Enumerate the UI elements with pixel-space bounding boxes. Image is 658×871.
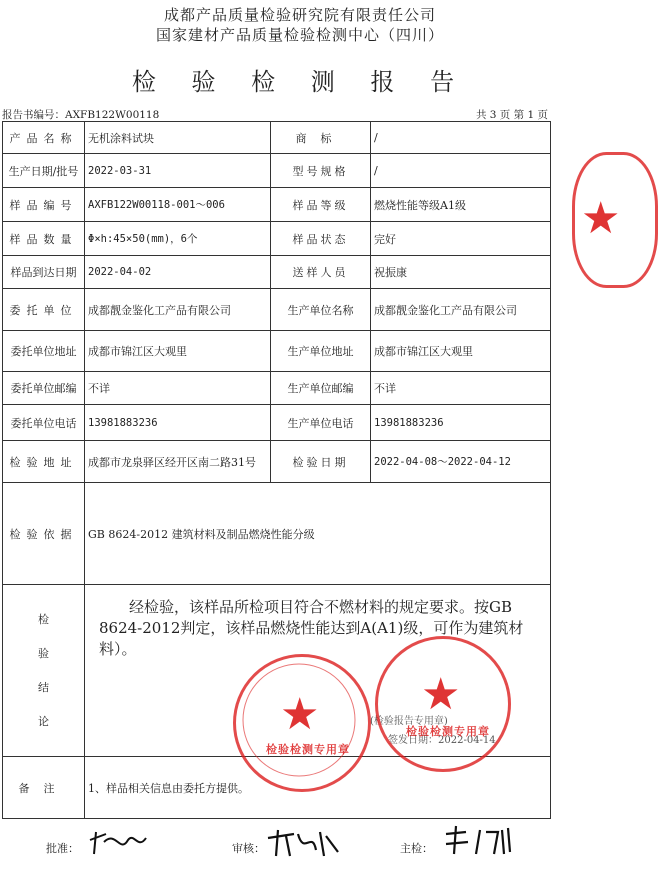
report-title: 检 验 检 测 报 告 [131, 68, 469, 96]
value-trademark: / [371, 122, 551, 154]
value-test-date: 2022-04-08～2022-04-12 [371, 441, 551, 483]
edge-seal [572, 152, 658, 288]
value-sender: 祝振康 [371, 256, 551, 289]
label-basis: 检验依据 [3, 483, 85, 585]
value-client-tel: 13981883236 [85, 405, 271, 441]
edge-seal-star-icon: ★ [581, 193, 621, 244]
org-name-line2: 国家建材产品质量检验检测中心（四川） [155, 26, 444, 44]
right-seal-label: 检验检测专用章 [406, 725, 490, 738]
approve-signature-icon [86, 826, 156, 858]
label-product-name: 产品名称 [3, 122, 85, 154]
left-seal-star-icon: ★ [280, 689, 320, 740]
label-test-site: 检验地址 [3, 441, 85, 483]
review-signature-icon [264, 826, 344, 860]
value-qty: Φ×h:45×50(mm)，6个 [85, 222, 271, 256]
value-client: 成都靓金鉴化工产品有限公司 [85, 289, 271, 331]
label-prod-date: 生产日期/批号 [3, 154, 85, 188]
value-grade: 燃烧性能等级A1级 [371, 188, 551, 222]
value-prod-date: 2022-03-31 [85, 154, 271, 188]
label-client-addr: 委托单位地址 [3, 331, 85, 372]
label-client-post: 委托单位邮编 [3, 372, 85, 405]
main-signature-icon [440, 824, 520, 858]
label-sender: 送样人员 [271, 256, 371, 289]
value-mfr-addr: 成都市锦江区大观里 [371, 331, 551, 372]
left-seal [233, 654, 371, 792]
label-trademark: 商标 [271, 122, 371, 154]
value-sample-no: AXFB122W00118-001～006 [85, 188, 271, 222]
issue-date: 签发日期：2022-04-14 [388, 735, 496, 746]
label-mfr-tel: 生产单位电话 [271, 405, 371, 441]
stamp-caption: (检验报告专用章) [370, 716, 448, 727]
label-sample-no: 样品编号 [3, 188, 85, 222]
review-label: 审核： [232, 842, 265, 855]
org-name-line1: 成都产品质量检验研究院有限责任公司 [163, 6, 436, 24]
label-client: 委托单位 [3, 289, 85, 331]
label-client-tel: 委托单位电话 [3, 405, 85, 441]
label-remark: 备注 [3, 757, 85, 819]
left-seal-label: 检验检测专用章 [266, 743, 350, 756]
label-mfr-post: 生产单位邮编 [271, 372, 371, 405]
value-client-addr: 成都市锦江区大观里 [85, 331, 271, 372]
page-info: 共 3 页 第 1 页 [475, 109, 548, 121]
label-arrival: 样品到达日期 [3, 256, 85, 289]
approve-label: 批准： [46, 842, 79, 855]
right-seal-star-icon: ★ [421, 669, 461, 720]
label-qty: 样品数量 [3, 222, 85, 256]
value-mfr-post: 不详 [371, 372, 551, 405]
value-test-site: 成都市龙泉驿区经开区南二路31号 [85, 441, 271, 483]
label-conclusion: 检 验 结 论 [3, 585, 85, 757]
value-arrival: 2022-04-02 [85, 256, 271, 289]
main-label: 主检： [400, 842, 433, 855]
label-grade: 样品等级 [271, 188, 371, 222]
label-mfr-addr: 生产单位地址 [271, 331, 371, 372]
value-conclusion: 经检验，该样品所检项目符合不燃材料的规定要求。按GB 8624-2012判定，该样品燃烧性能达到A(A1)级，可作为建筑材料）。 [85, 585, 551, 757]
value-remark: 1、样品相关信息由委托方提供。 [85, 757, 551, 819]
label-state: 样品状态 [271, 222, 371, 256]
value-client-post: 不详 [85, 372, 271, 405]
report-number: 报告书编号：AXFB122W00118 [2, 109, 160, 121]
label-manufacturer: 生产单位名称 [271, 289, 371, 331]
value-mfr-tel: 13981883236 [371, 405, 551, 441]
label-test-date: 检验日期 [271, 441, 371, 483]
right-seal [375, 636, 511, 772]
value-manufacturer: 成都靓金鉴化工产品有限公司 [371, 289, 551, 331]
label-model: 型号规格 [271, 154, 371, 188]
value-state: 完好 [371, 222, 551, 256]
value-model: / [371, 154, 551, 188]
value-basis: GB 8624-2012 建筑材料及制品燃烧性能分级 [85, 483, 551, 585]
value-product-name: 无机涂料试块 [85, 122, 271, 154]
